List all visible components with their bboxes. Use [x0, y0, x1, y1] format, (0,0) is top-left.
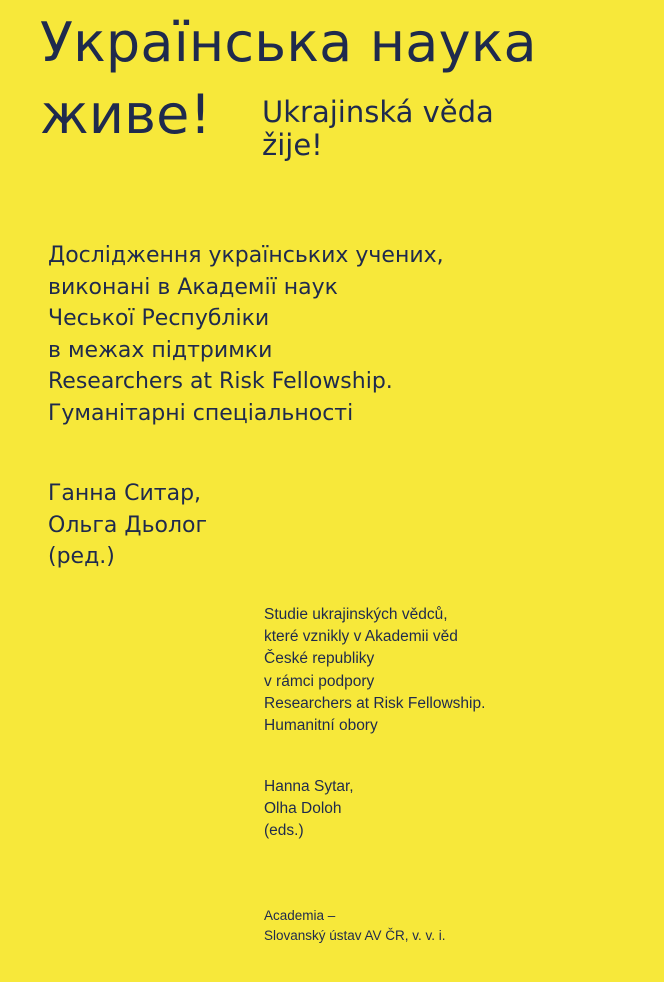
- description-ukrainian-line: Гуманітарні спеціальності: [48, 400, 354, 426]
- description-ukrainian-line: Researchers at Risk Fellowship.: [48, 369, 393, 394]
- description-ukrainian-line: в межах підтримки: [48, 337, 273, 363]
- description-czech-line: České republiky: [264, 650, 375, 668]
- description-czech-line: Studie ukrajinských vědců,: [264, 606, 448, 623]
- editor-czech-line: Hanna Sytar,: [264, 778, 354, 795]
- title-ukrainian-line-1: Українська наука: [40, 11, 537, 74]
- editors-ukrainian: [48, 478, 207, 573]
- description-ukrainian-line: Чеської Республіки: [48, 306, 270, 331]
- publisher: [264, 906, 446, 945]
- editor-ukrainian-line: Ганна Ситар,: [48, 481, 202, 506]
- title-czech-line: Ukrajinská věda: [262, 95, 494, 129]
- editor-czech-line: Olha Doloh: [264, 800, 342, 818]
- description-ukrainian-line: виконані в Академії наук: [48, 274, 338, 300]
- description-ukrainian: [48, 240, 444, 429]
- title-czech: [262, 96, 494, 163]
- description-czech-line: Humanitní obory: [264, 717, 378, 735]
- description-ukrainian-line: Дослідження українських учених,: [48, 243, 444, 268]
- editor-czech-line: (eds.): [264, 822, 304, 840]
- publisher-line: Slovanský ústav AV ČR, v. v. i.: [264, 927, 446, 943]
- title-ukrainian-line-2: живе!: [40, 83, 212, 146]
- description-czech-line: které vznikly v Akademii věd: [264, 628, 458, 646]
- editor-ukrainian-line: Ольга Дьолог: [48, 512, 208, 538]
- title-czech-line: žije!: [262, 128, 323, 163]
- description-czech: [264, 604, 485, 737]
- editors-czech: [264, 776, 354, 843]
- description-czech-line: v rámci podpory: [264, 672, 375, 690]
- publisher-line: Academia –: [264, 908, 336, 923]
- description-czech-line: Researchers at Risk Fellowship.: [264, 694, 486, 712]
- editor-ukrainian-line: (ред.): [48, 544, 115, 569]
